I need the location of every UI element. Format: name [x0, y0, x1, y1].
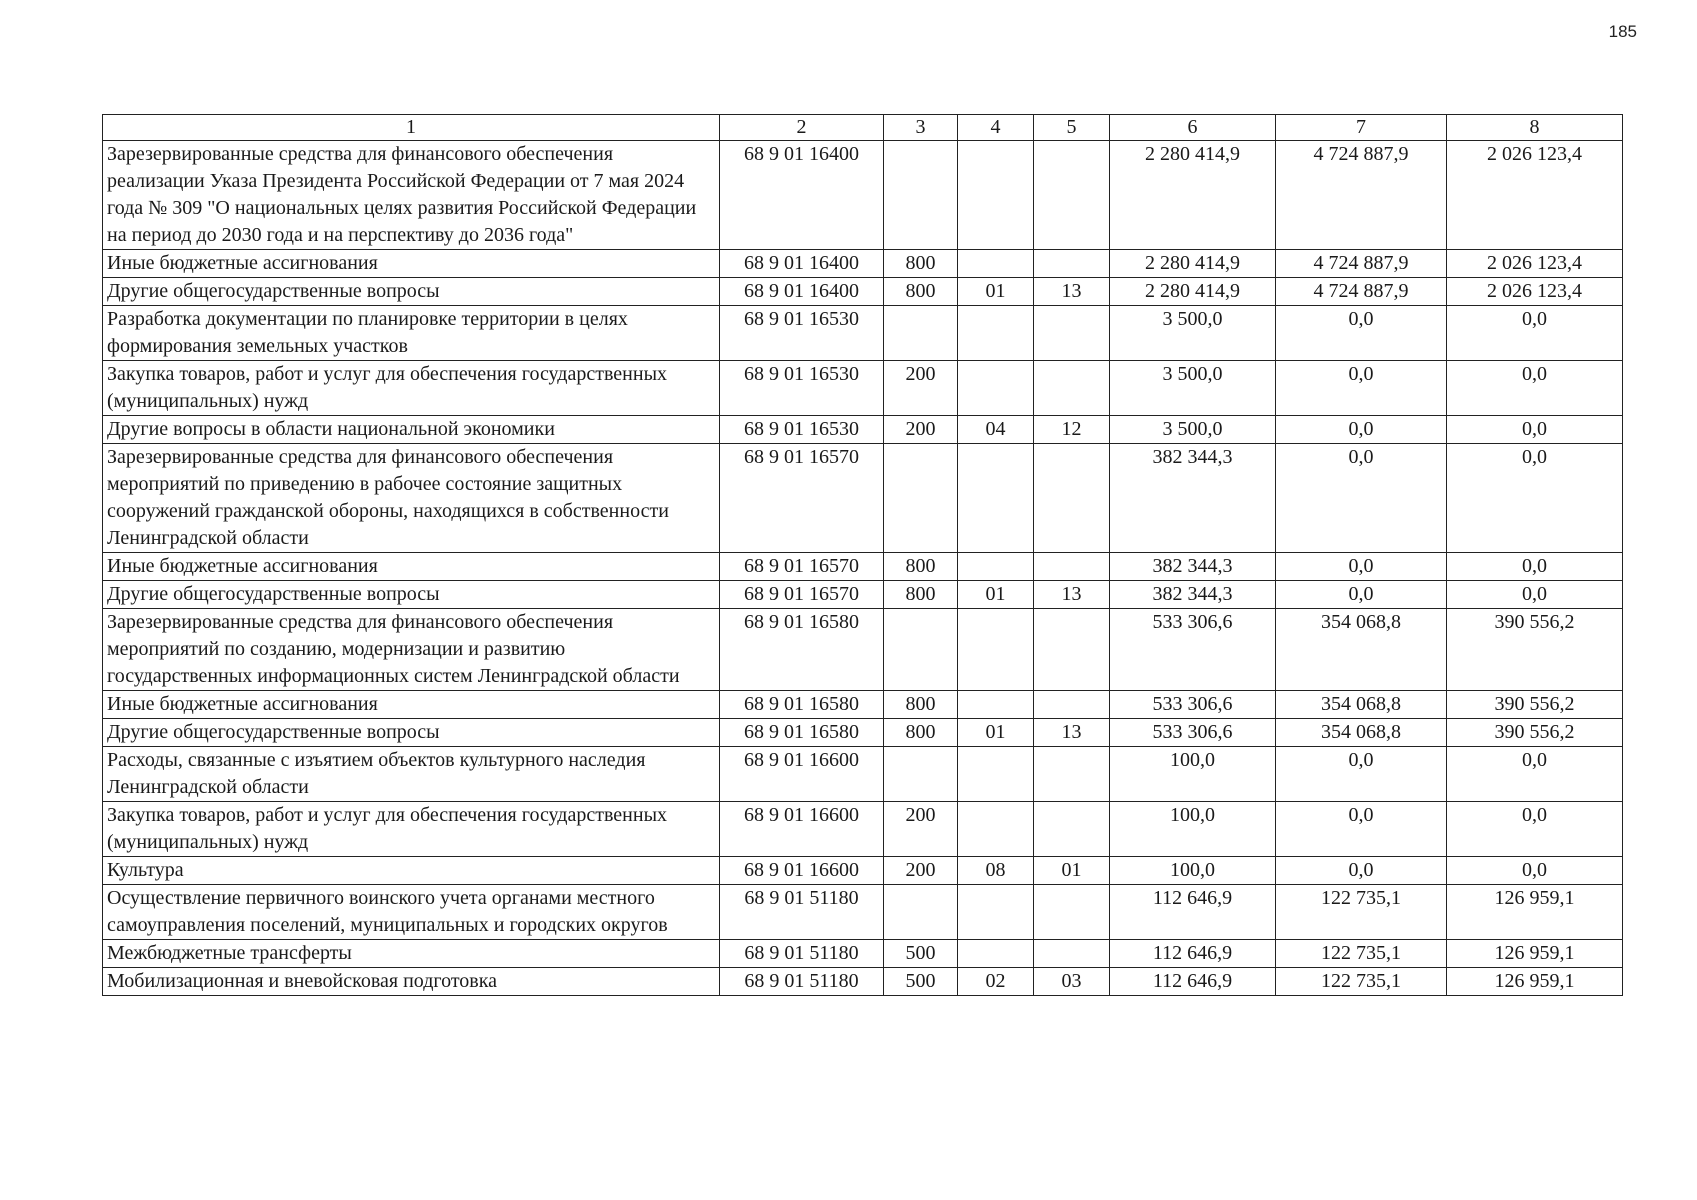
table-row: [103, 306, 1623, 361]
row-amount-cell: 0,0: [1276, 581, 1447, 609]
row-amount-cell: 533 306,6: [1110, 719, 1276, 747]
row-amount-cell: 4 724 887,9: [1276, 141, 1447, 250]
table-row: [103, 141, 1623, 250]
row-amount-cell: 126 959,1: [1447, 968, 1623, 996]
row-code-cell: 68 9 01 16580: [720, 609, 884, 691]
row-section-cell: [958, 553, 1034, 581]
row-code-cell: 68 9 01 16530: [720, 361, 884, 416]
row-amount-cell: 390 556,2: [1447, 691, 1623, 719]
row-type-cell: 200: [884, 857, 958, 885]
row-name-cell: Другие вопросы в области национальной экономики: [103, 416, 720, 444]
row-type-cell: 200: [884, 361, 958, 416]
row-amount-cell: 0,0: [1447, 361, 1623, 416]
row-name-cell: Другие общегосударственные вопросы: [103, 581, 720, 609]
table-row: [103, 250, 1623, 278]
row-code-cell: 68 9 01 16530: [720, 306, 884, 361]
table-row: [103, 691, 1623, 719]
row-code-cell: 68 9 01 16600: [720, 747, 884, 802]
row-amount-cell: 0,0: [1447, 306, 1623, 361]
row-amount-cell: 2 280 414,9: [1110, 141, 1276, 250]
row-type-cell: 800: [884, 553, 958, 581]
row-name-cell: Разработка документации по планировке территории в целях формирования земельных участков: [103, 306, 720, 361]
row-amount-cell: 0,0: [1447, 553, 1623, 581]
row-amount-cell: 354 068,8: [1276, 719, 1447, 747]
row-name-cell: Иные бюджетные ассигнования: [103, 553, 720, 581]
table-header-row: [103, 115, 1623, 141]
row-section-cell: [958, 885, 1034, 940]
row-subsection-cell: [1034, 444, 1110, 553]
page-number: 185: [1608, 22, 1637, 41]
row-section-cell: 02: [958, 968, 1034, 996]
row-amount-cell: 100,0: [1110, 747, 1276, 802]
column-header: 6: [1110, 115, 1276, 141]
row-amount-cell: 112 646,9: [1110, 968, 1276, 996]
table-row: [103, 802, 1623, 857]
row-code-cell: 68 9 01 16530: [720, 416, 884, 444]
table-body: [103, 141, 1623, 996]
row-amount-cell: 112 646,9: [1110, 885, 1276, 940]
row-type-cell: [884, 885, 958, 940]
row-amount-cell: 0,0: [1276, 553, 1447, 581]
row-subsection-cell: [1034, 885, 1110, 940]
row-section-cell: 08: [958, 857, 1034, 885]
row-type-cell: 200: [884, 416, 958, 444]
row-subsection-cell: [1034, 609, 1110, 691]
row-type-cell: [884, 141, 958, 250]
row-subsection-cell: 01: [1034, 857, 1110, 885]
column-header: 8: [1447, 115, 1623, 141]
row-name-cell: Расходы, связанные с изъятием объектов культурного наследия Ленинградской области: [103, 747, 720, 802]
row-type-cell: 200: [884, 802, 958, 857]
row-code-cell: 68 9 01 16400: [720, 278, 884, 306]
row-section-cell: [958, 141, 1034, 250]
row-name-cell: Закупка товаров, работ и услуг для обеспечения государственных (муниципальных) нужд: [103, 361, 720, 416]
row-section-cell: [958, 747, 1034, 802]
row-amount-cell: 2 280 414,9: [1110, 250, 1276, 278]
row-amount-cell: 3 500,0: [1110, 416, 1276, 444]
column-header: 2: [720, 115, 884, 141]
row-amount-cell: 0,0: [1276, 306, 1447, 361]
row-type-cell: 800: [884, 719, 958, 747]
row-amount-cell: 100,0: [1110, 857, 1276, 885]
table-row: [103, 940, 1623, 968]
row-amount-cell: 0,0: [1276, 747, 1447, 802]
row-amount-cell: 112 646,9: [1110, 940, 1276, 968]
row-amount-cell: 2 280 414,9: [1110, 278, 1276, 306]
row-subsection-cell: [1034, 802, 1110, 857]
row-name-cell: Зарезервированные средства для финансового обеспечения мероприятий по приведению в рабочее состояние защитных сооружений гражданской обороны, находящихся в собственности Ленинградской области: [103, 444, 720, 553]
row-section-cell: [958, 361, 1034, 416]
row-name-cell: Иные бюджетные ассигнования: [103, 250, 720, 278]
row-type-cell: [884, 747, 958, 802]
table-row: [103, 747, 1623, 802]
row-amount-cell: 2 026 123,4: [1447, 141, 1623, 250]
row-amount-cell: 2 026 123,4: [1447, 250, 1623, 278]
row-subsection-cell: [1034, 691, 1110, 719]
row-type-cell: 800: [884, 250, 958, 278]
row-amount-cell: 382 344,3: [1110, 553, 1276, 581]
row-section-cell: [958, 802, 1034, 857]
row-name-cell: Зарезервированные средства для финансового обеспечения реализации Указа Президента Российской Федерации от 7 мая 2024 года № 309 "О национальных целях развития Российской Федерации на период до 2030 года и на перспективу до 2036 года": [103, 141, 720, 250]
row-subsection-cell: [1034, 306, 1110, 361]
row-amount-cell: 0,0: [1447, 747, 1623, 802]
row-amount-cell: 122 735,1: [1276, 885, 1447, 940]
row-code-cell: 68 9 01 51180: [720, 885, 884, 940]
row-code-cell: 68 9 01 51180: [720, 968, 884, 996]
row-type-cell: 800: [884, 581, 958, 609]
row-amount-cell: 354 068,8: [1276, 609, 1447, 691]
row-subsection-cell: 03: [1034, 968, 1110, 996]
row-code-cell: 68 9 01 51180: [720, 940, 884, 968]
row-amount-cell: 0,0: [1276, 416, 1447, 444]
table-row: [103, 444, 1623, 553]
row-subsection-cell: [1034, 553, 1110, 581]
table-row: [103, 278, 1623, 306]
row-section-cell: 01: [958, 719, 1034, 747]
row-name-cell: Другие общегосударственные вопросы: [103, 719, 720, 747]
row-type-cell: 500: [884, 940, 958, 968]
row-amount-cell: 4 724 887,9: [1276, 250, 1447, 278]
row-amount-cell: 390 556,2: [1447, 609, 1623, 691]
budget-table: [102, 114, 1623, 996]
row-amount-cell: 126 959,1: [1447, 940, 1623, 968]
row-subsection-cell: [1034, 747, 1110, 802]
column-header: 4: [958, 115, 1034, 141]
row-amount-cell: 354 068,8: [1276, 691, 1447, 719]
table-row: [103, 719, 1623, 747]
row-amount-cell: 3 500,0: [1110, 361, 1276, 416]
row-amount-cell: 533 306,6: [1110, 691, 1276, 719]
column-header: 7: [1276, 115, 1447, 141]
row-amount-cell: 2 026 123,4: [1447, 278, 1623, 306]
row-amount-cell: 382 344,3: [1110, 444, 1276, 553]
column-header: 1: [103, 115, 720, 141]
row-name-cell: Другие общегосударственные вопросы: [103, 278, 720, 306]
row-section-cell: 01: [958, 581, 1034, 609]
row-section-cell: 04: [958, 416, 1034, 444]
row-subsection-cell: 13: [1034, 278, 1110, 306]
row-subsection-cell: [1034, 940, 1110, 968]
row-type-cell: [884, 609, 958, 691]
row-code-cell: 68 9 01 16400: [720, 250, 884, 278]
row-code-cell: 68 9 01 16580: [720, 719, 884, 747]
row-amount-cell: 533 306,6: [1110, 609, 1276, 691]
row-type-cell: [884, 444, 958, 553]
table-row: [103, 885, 1623, 940]
row-section-cell: [958, 250, 1034, 278]
row-code-cell: 68 9 01 16570: [720, 581, 884, 609]
row-name-cell: Иные бюджетные ассигнования: [103, 691, 720, 719]
table-row: [103, 857, 1623, 885]
row-section-cell: 01: [958, 278, 1034, 306]
row-amount-cell: 0,0: [1447, 444, 1623, 553]
row-code-cell: 68 9 01 16600: [720, 802, 884, 857]
row-section-cell: [958, 940, 1034, 968]
row-type-cell: 800: [884, 278, 958, 306]
row-code-cell: 68 9 01 16570: [720, 444, 884, 553]
row-name-cell: Зарезервированные средства для финансового обеспечения мероприятий по созданию, модернизации и развитию государственных информационных систем Ленинградской области: [103, 609, 720, 691]
row-amount-cell: 0,0: [1276, 857, 1447, 885]
row-code-cell: 68 9 01 16400: [720, 141, 884, 250]
row-subsection-cell: [1034, 361, 1110, 416]
table-row: [103, 581, 1623, 609]
row-amount-cell: 0,0: [1447, 416, 1623, 444]
table-row: [103, 609, 1623, 691]
row-code-cell: 68 9 01 16600: [720, 857, 884, 885]
row-subsection-cell: 12: [1034, 416, 1110, 444]
row-type-cell: 500: [884, 968, 958, 996]
row-name-cell: Осуществление первичного воинского учета органами местного самоуправления поселений, муниципальных и городских округов: [103, 885, 720, 940]
row-code-cell: 68 9 01 16580: [720, 691, 884, 719]
row-name-cell: Мобилизационная и вневойсковая подготовка: [103, 968, 720, 996]
row-type-cell: [884, 306, 958, 361]
row-amount-cell: 100,0: [1110, 802, 1276, 857]
row-amount-cell: 0,0: [1276, 444, 1447, 553]
row-amount-cell: 382 344,3: [1110, 581, 1276, 609]
table-row: [103, 968, 1623, 996]
row-subsection-cell: [1034, 141, 1110, 250]
column-header: 3: [884, 115, 958, 141]
row-subsection-cell: 13: [1034, 719, 1110, 747]
row-code-cell: 68 9 01 16570: [720, 553, 884, 581]
row-type-cell: 800: [884, 691, 958, 719]
row-amount-cell: 0,0: [1276, 361, 1447, 416]
row-amount-cell: 3 500,0: [1110, 306, 1276, 361]
row-amount-cell: 0,0: [1447, 857, 1623, 885]
table-row: [103, 361, 1623, 416]
row-amount-cell: 0,0: [1447, 581, 1623, 609]
row-name-cell: Закупка товаров, работ и услуг для обеспечения государственных (муниципальных) нужд: [103, 802, 720, 857]
row-section-cell: [958, 306, 1034, 361]
row-amount-cell: 390 556,2: [1447, 719, 1623, 747]
row-amount-cell: 122 735,1: [1276, 940, 1447, 968]
row-subsection-cell: 13: [1034, 581, 1110, 609]
row-name-cell: Культура: [103, 857, 720, 885]
row-amount-cell: 126 959,1: [1447, 885, 1623, 940]
table-row: [103, 553, 1623, 581]
row-amount-cell: 4 724 887,9: [1276, 278, 1447, 306]
budget-table-container: [102, 114, 1622, 996]
row-section-cell: [958, 444, 1034, 553]
row-name-cell: Межбюджетные трансферты: [103, 940, 720, 968]
row-amount-cell: 0,0: [1447, 802, 1623, 857]
row-section-cell: [958, 609, 1034, 691]
column-header: 5: [1034, 115, 1110, 141]
table-row: [103, 416, 1623, 444]
row-section-cell: [958, 691, 1034, 719]
row-subsection-cell: [1034, 250, 1110, 278]
row-amount-cell: 122 735,1: [1276, 968, 1447, 996]
row-amount-cell: 0,0: [1276, 802, 1447, 857]
